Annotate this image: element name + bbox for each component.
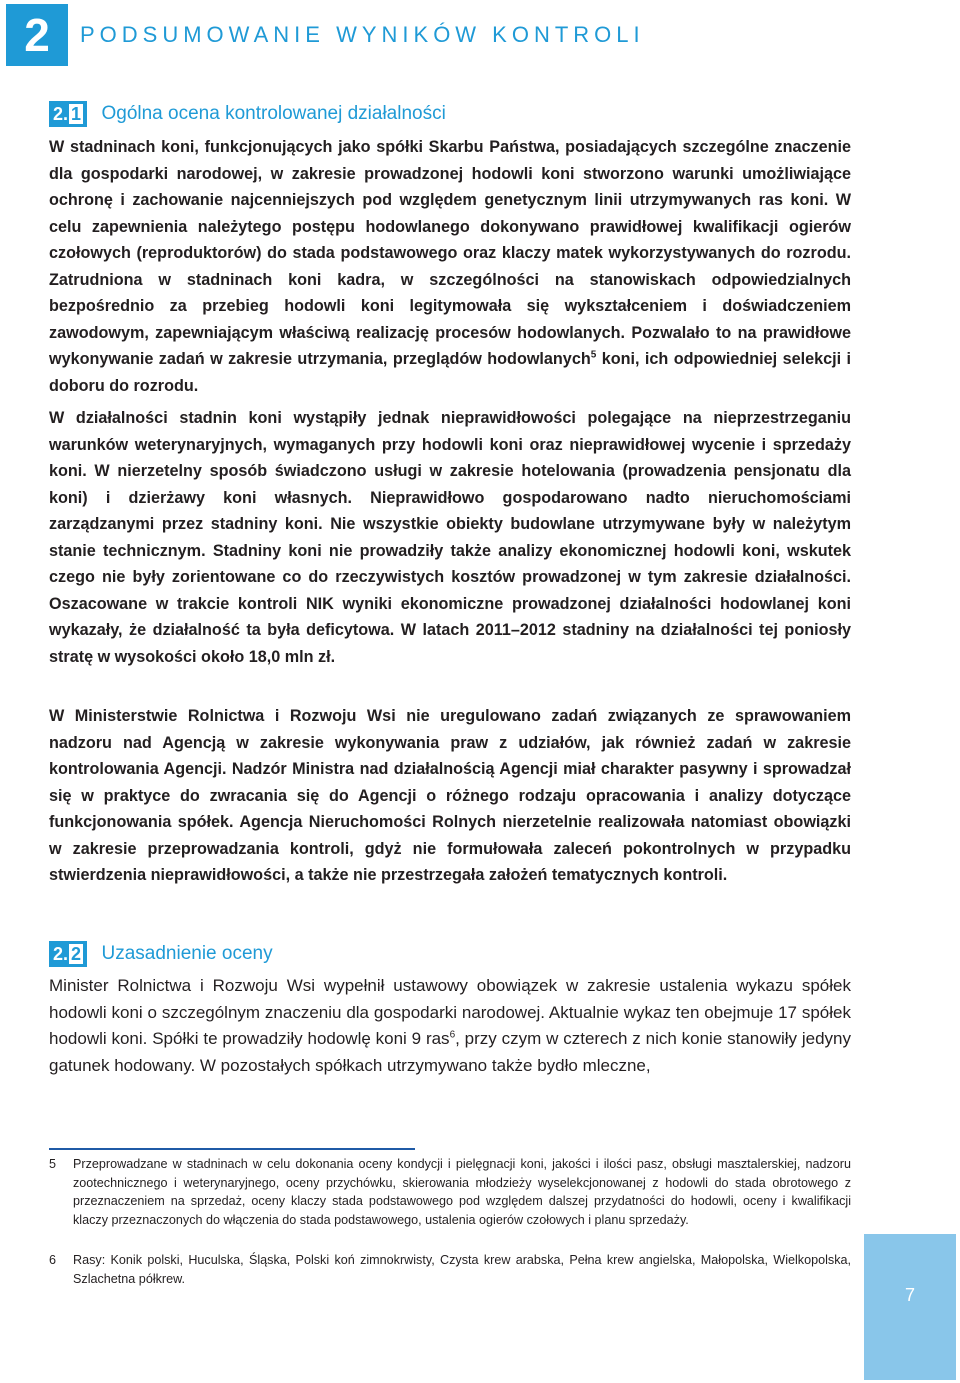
footnote-text: Rasy: Konik polski, Huculska, Śląska, Polski koń zimnokrwisty, Czysta krew arabska, Pełna krew angielska, Małopolska, Wielkopolska, Szlachetna półkrew. — [73, 1253, 851, 1286]
footnote-divider — [49, 1148, 415, 1150]
footnote-5 — [49, 1155, 851, 1229]
footnote-text: Przeprowadzane w stadninach w celu dokonania oceny kondycji i pielęgnacji koni, jakości i ilości pasz, obsługi masztalerskiej, nadzoru zootechnicznego i weterynaryjnego, oceny przychówku, skierowania młodzieży wyselekcjonowanej z hodowli do stada obrotowego z przeznaczeniem na sprzedaż, oceny klaczy stada podstawowego pod względem dalszej przydatności do hodowli, oceny i kwalifikacji klaczy przeznaczonych do włączenia do stada podstawowego, ustalenia ogierów czołowych i planu sprzedaży. — [73, 1157, 851, 1227]
footnote-ref-6: 6 — [449, 1029, 456, 1041]
section-number: 2. 2 — [49, 941, 87, 967]
paragraph-1: W stadninach koni, funkcjonujących jako spółki Skarbu Państwa, posiadających szczególne znaczenie dla gospodarki narodowej, w zakresie prowadzonej hodowli koni stworzono warunki umożliwiające ochronę i zachowanie najcenniejszych pod względem genetycznym linii utrzymywanych ras koni. W celu zapewnienia należytego postępu hodowlanego dokonywano prawidłowej kwalifikacji ogierów czołowych (reproduktorów) do stada podstawowego oraz klaczy matek wykorzystywanych do rozrodu. Zatrudniona w stadninach koni kadra, w szczególności na stanowiskach odpowiedzialnych bezpośrednio za przebieg hodowli koni legitymowała się wykształceniem i doświadczeniem zawodowym, zapewniającym właściwą realizację procesów hodowlanych. Pozwalało to na prawidłowe wykonywanie zadań w zakresie utrzymania, przeglądów hodowlanych$^5$ koni, ich odpowiedniej selekcji i doboru do rozrodu. — [49, 138, 851, 395]
page-number: 7 — [904, 1285, 915, 1305]
section-heading-2 — [49, 941, 273, 967]
section-number: 2. 1 — [49, 101, 87, 127]
footnote-number: 6 — [49, 1253, 57, 1267]
paragraph-3: W Ministerstwie Rolnictwa i Rozwoju Wsi nie uregulowano zadań związanych ze sprawowaniem nadzoru nad Agencją w zakresie wykonywania praw z udziałów, jak również zadań w zakresie kontrolowania Agencji. Nadzór Ministra nad działalnością Agencji miał charakter pasywny i sprowadzał się w praktyce do zwracania się do Agencji o różnego rodzaju opracowania i analizy dotyczące funkcjonowania spółek. Agencja Nieruchomości Rolnych nierzetelnie realizowała natomiast obowiązki w zakresie przeprowadzania kontroli, gdyż nie formułowała zaleceń pokontrolnych w przypadku stwierdzenia nieprawidłowości, a także nie przestrzegała założeń tematycznych kontroli. — [49, 707, 851, 884]
section-heading-1 — [49, 101, 446, 127]
paragraph-2: W działalności stadnin koni wystąpiły jednak nieprawidłowości polegające na nieprzestrzeganiu warunków weterynaryjnych, wymaganych przy hodowli koni oraz nieprawidłowej wycenie i sprzedaży koni. W nierzetelny sposób świadczono usługi w zakresie hotelowania (prowadzenia pensjonatu dla koni) i dzierżawy koni własnych. Nieprawidłowo gospodarowano nadto nieruchomościami zarządzanymi przez stadniny koni. Nie wszystkie obiekty budowlane utrzymywane były w należytym stanie technicznym. Stadniny koni nie prowadziły także analizy ekonomicznej hodowli koni, wskutek czego nie były zorientowane co do rzeczywistych kosztów prowadzonej w tym zakresie działalności. Oszacowane w trakcie kontroli NIK wyniki ekonomiczne prowadzonej działalności hodowlanej koni wykazały, że działalność ta była deficytowa. W latach 2011–2012 stadniny na działalności tej poniosły stratę w wysokości około 18,0 mln zł. — [49, 409, 851, 666]
chapter-number-box — [6, 4, 68, 66]
chapter-title: PODSUMOWANIE WYNIKÓW KONTROLI — [80, 22, 645, 47]
footnote-6 — [49, 1251, 851, 1288]
footnote-number: 5 — [49, 1157, 57, 1171]
footnote-ref-5: 5 — [590, 349, 597, 361]
section-title: Uzasadnienie oceny — [101, 943, 273, 964]
paragraph-4: Minister Rolnictwa i Rozwoju Wsi wypełnił ustawowy obowiązek w zakresie ustalenia wykazu spółek hodowli koni o szczególnym znaczeniu dla gospodarki narodowej. Aktualnie wykaz ten obejmuje 17 spółek hodowli koni. Spółki te prowadziły hodowlę koni 9 ras$^6$, przy czym w czterech z nich konie stanowiły jedyny gatunek hodowany. W pozostałych spółkach utrzymywano także bydło mleczne, — [49, 976, 851, 1075]
page-number-box — [864, 1234, 956, 1380]
section-title: Ogólna ocena kontrolowanej działalności — [101, 103, 446, 124]
chapter-number: 2 — [24, 9, 50, 61]
